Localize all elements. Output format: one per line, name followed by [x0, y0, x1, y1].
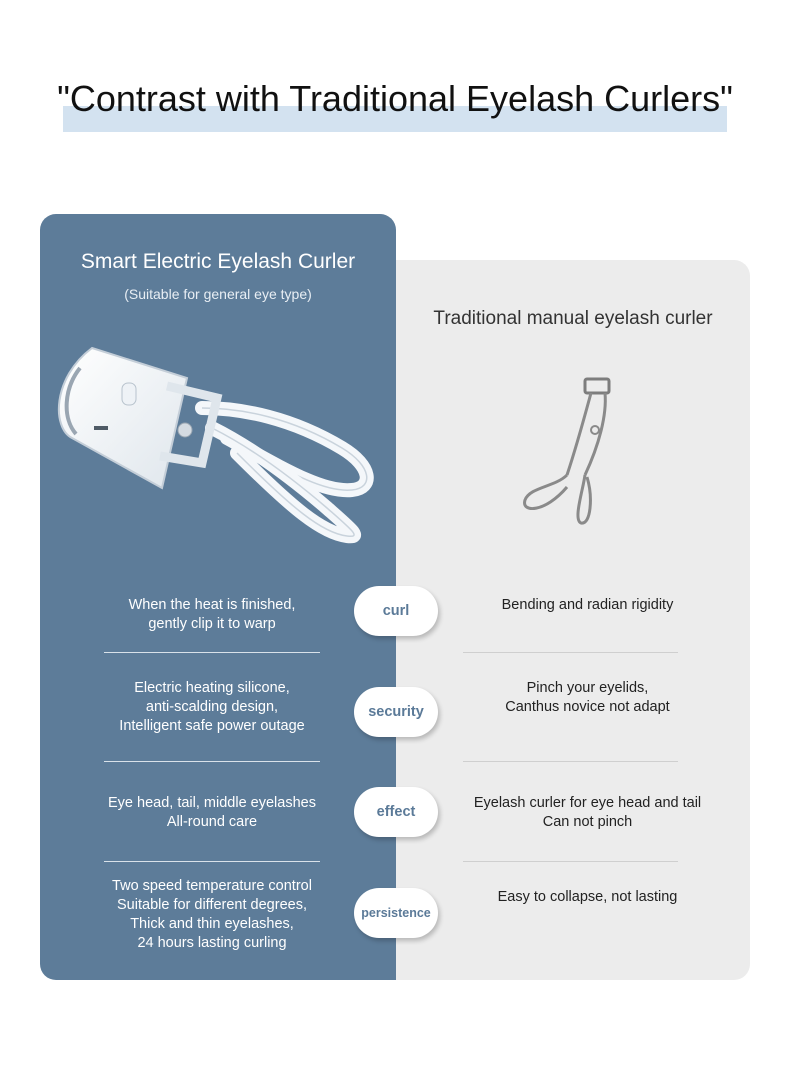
text-line: 24 hours lasting curling — [137, 935, 287, 951]
text-line: Easy to collapse, not lasting — [497, 889, 678, 905]
manual-eyelash-curler-image — [515, 375, 625, 530]
title-section — [0, 78, 790, 138]
manual-persistence-description — [450, 888, 725, 907]
page-title: "Contrast with Traditional Eyelash Curlers" — [57, 78, 733, 119]
curl-badge: curl — [354, 586, 438, 636]
manual-curl-description — [450, 596, 725, 615]
text-line: Can not pinch — [542, 814, 633, 830]
electric-eyelash-curler-image — [52, 338, 382, 548]
text-line: Canthus novice not adapt — [505, 699, 670, 715]
text-line: anti-scalding design, — [145, 699, 279, 715]
manual-security-description — [450, 679, 725, 717]
text-line: Intelligent safe power outage — [119, 718, 305, 734]
divider — [104, 861, 320, 862]
text-line: Suitable for different degrees, — [117, 897, 307, 913]
text-line: gently clip it to warp — [148, 616, 276, 632]
divider — [463, 761, 678, 762]
electric-curl-description — [86, 596, 338, 634]
divider — [463, 861, 678, 862]
text-line: When the heat is finished, — [128, 597, 296, 613]
divider — [104, 761, 320, 762]
manual-curler-heading: Traditional manual eyelash curler — [433, 308, 713, 329]
electric-effect-description — [86, 794, 338, 832]
electric-security-description — [86, 679, 338, 736]
manual-effect-description — [450, 794, 725, 832]
electric-curler-subheading: (Suitable for general eye type) — [124, 286, 312, 302]
divider — [463, 652, 678, 653]
persistence-badge: persistence — [354, 888, 438, 938]
electric-persistence-description — [86, 877, 338, 953]
text-line: Two speed temperature control — [112, 878, 312, 894]
text-line: Bending and radian rigidity — [501, 597, 674, 613]
effect-badge: effect — [354, 787, 438, 837]
text-line: Pinch your eyelids, — [526, 680, 649, 696]
text-line: Thick and thin eyelashes, — [130, 916, 294, 932]
divider — [104, 652, 320, 653]
electric-curler-heading: Smart Electric Eyelash Curler — [80, 250, 356, 273]
text-line: Electric heating silicone, — [134, 680, 290, 696]
text-line: All-round care — [166, 814, 258, 830]
security-badge: security — [354, 687, 438, 737]
text-line: Eyelash curler for eye head and tail — [473, 795, 702, 811]
text-line: Eye head, tail, middle eyelashes — [108, 795, 316, 811]
